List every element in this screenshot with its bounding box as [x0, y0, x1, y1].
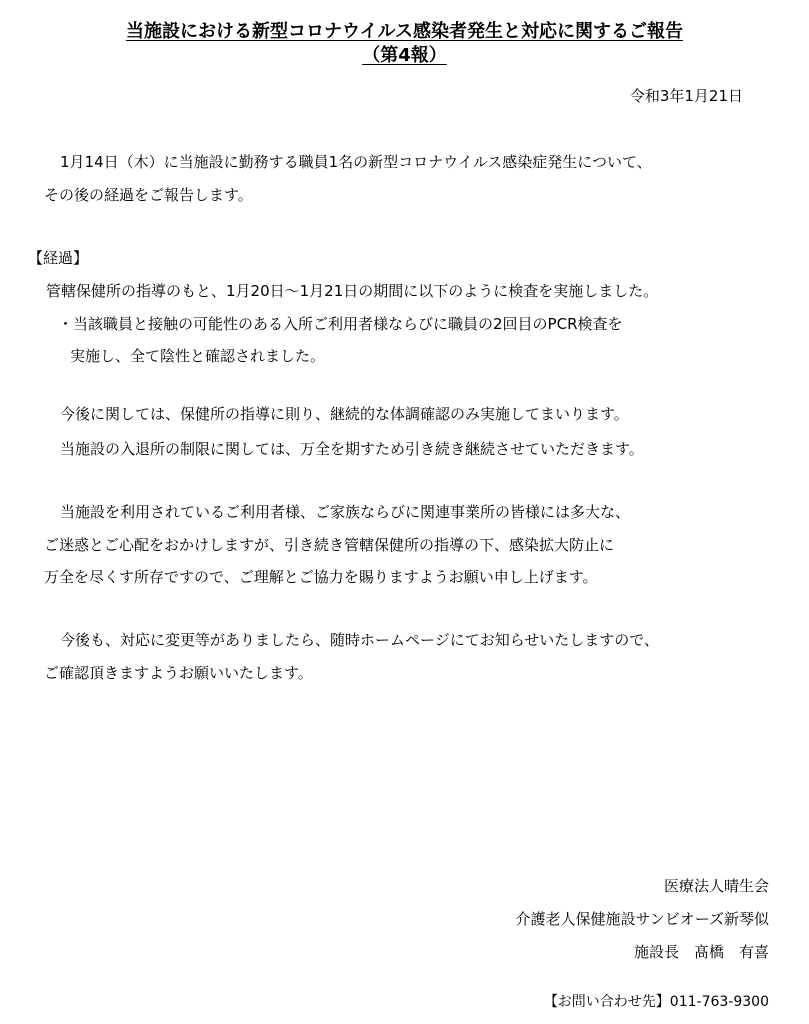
signature-organization: 医療法人晴生会 [663, 877, 769, 895]
signature-facility: 介護老人保健施設サンビオーズ新琴似 [515, 910, 769, 928]
section-heading: 【経過】 [28, 249, 89, 267]
progress-line-1: 管轄保健所の指導のもと、1月20日〜1月21日の期間に以下のように検査を実施しました。 [46, 282, 659, 300]
future-line-2: 当施設の入退所の制限に関しては、万全を期すため引き続き継続させていただきます。 [60, 440, 644, 458]
closing-line-1: 今後も、対応に変更等がありましたら、随時ホームページにてお知らせいたしますので、 [60, 631, 659, 649]
document-title-issue [0, 44, 809, 68]
apology-line-3: 万全を尽くす所存ですので、ご理解とご協力を賜りますようお願い申し上げます。 [44, 568, 598, 586]
document-date: 令和3年1月21日 [629, 87, 743, 105]
intro-line-2: その後の経過をご報告します。 [44, 186, 253, 204]
progress-bullet-continuation: 実施し、全て陰性と確認されました。 [70, 347, 326, 365]
contact-info: 【お問い合わせ先】011-763-9300 [543, 994, 769, 1010]
intro-line-1: 1月14日（木）に当施設に勤務する職員1名の新型コロナウイルス感染症発生について、 [60, 153, 652, 171]
apology-line-1: 当施設を利用されているご利用者様、ご家族ならびに関連事業所の皆様には多大な、 [60, 503, 631, 521]
future-line-1: 今後に関しては、保健所の指導に則り、継続的な体調確認のみ実施してまいります。 [60, 405, 629, 423]
title-line-2: （第4報） [362, 45, 447, 66]
title-line-1: 当施設における新型コロナウイルス感染者発生と対応に関するご報告 [126, 21, 683, 42]
progress-bullet-line: ・当該職員と接触の可能性のある入所ご利用者様ならびに職員の2回目のPCR検査を [58, 315, 623, 333]
closing-line-2: ご確認頂きますようお願いいたします。 [44, 664, 313, 682]
document-title [0, 20, 809, 44]
signature-director: 施設長 髙橋 有喜 [633, 943, 769, 961]
apology-line-2: ご迷惑とご心配をおかけしますが、引き続き管轄保健所の指導の下、感染拡大防止に [44, 536, 615, 554]
